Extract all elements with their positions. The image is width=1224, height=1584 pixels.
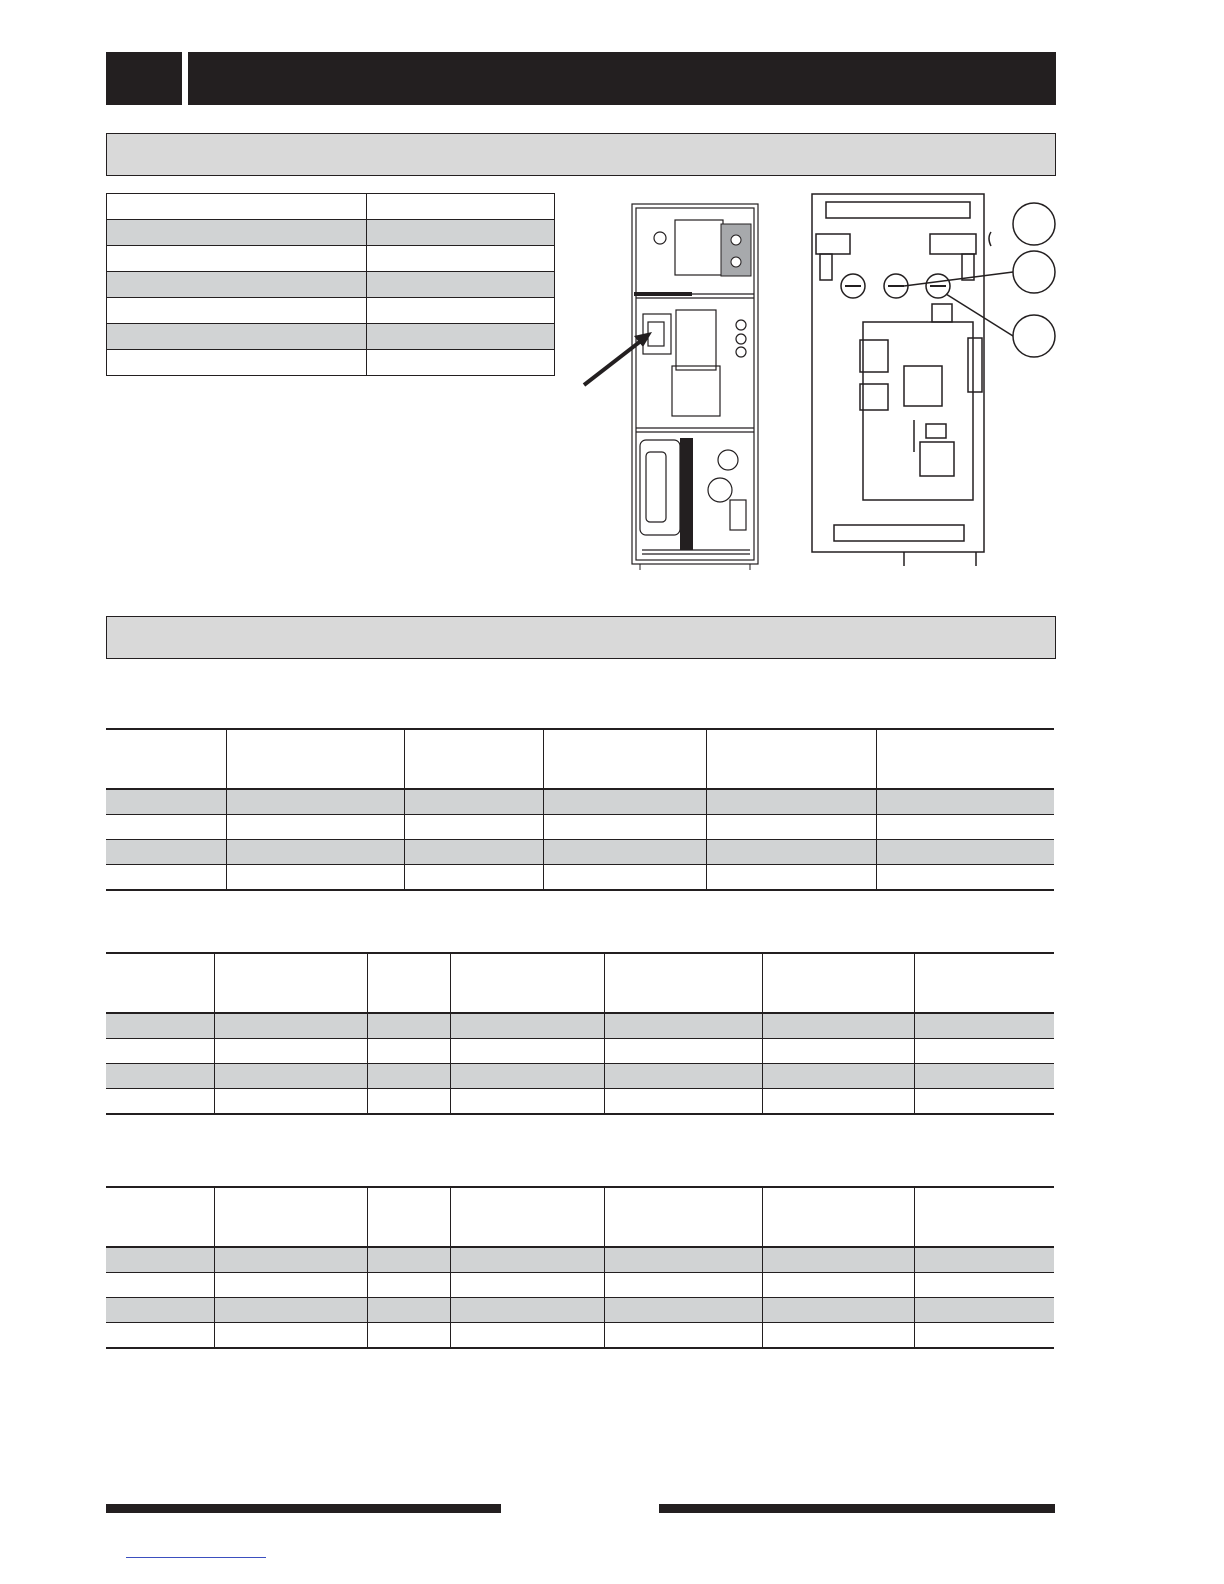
- table-row: [106, 1039, 1054, 1064]
- control-board-illustration: [808, 190, 1058, 570]
- table-row: [107, 194, 555, 220]
- chapter-number-box: [106, 52, 182, 105]
- table-row: [107, 298, 555, 324]
- table-row: [106, 1089, 1054, 1115]
- footer-link[interactable]: [126, 1557, 266, 1558]
- table-row: [107, 220, 555, 246]
- unit-front-illustration: [580, 190, 780, 580]
- chapter-title-bar: [188, 52, 1056, 105]
- table-row: [107, 324, 555, 350]
- section-title-bar-1: [106, 133, 1056, 176]
- table-row: [107, 272, 555, 298]
- table-row: [106, 1013, 1054, 1039]
- table-header-row: [106, 953, 1054, 1013]
- footer-rule-left: [106, 1504, 501, 1513]
- data-table-c: [106, 1186, 1054, 1349]
- table-row: [107, 350, 555, 376]
- table-row: [106, 1273, 1054, 1298]
- table-row: [106, 815, 1054, 840]
- table-row: [106, 1247, 1054, 1273]
- section-title-bar-2: [106, 616, 1056, 659]
- table-row: [106, 865, 1054, 891]
- data-table-a: [106, 728, 1054, 891]
- table-row: [106, 840, 1054, 865]
- data-table-b: [106, 952, 1054, 1115]
- table-header-row: [106, 729, 1054, 789]
- table-row: [106, 1064, 1054, 1089]
- footer-rule-right: [659, 1504, 1055, 1513]
- spec-table: [106, 193, 555, 376]
- table-row: [107, 246, 555, 272]
- table-row: [106, 1298, 1054, 1323]
- table-row: [106, 789, 1054, 815]
- table-row: [106, 1323, 1054, 1349]
- table-header-row: [106, 1187, 1054, 1247]
